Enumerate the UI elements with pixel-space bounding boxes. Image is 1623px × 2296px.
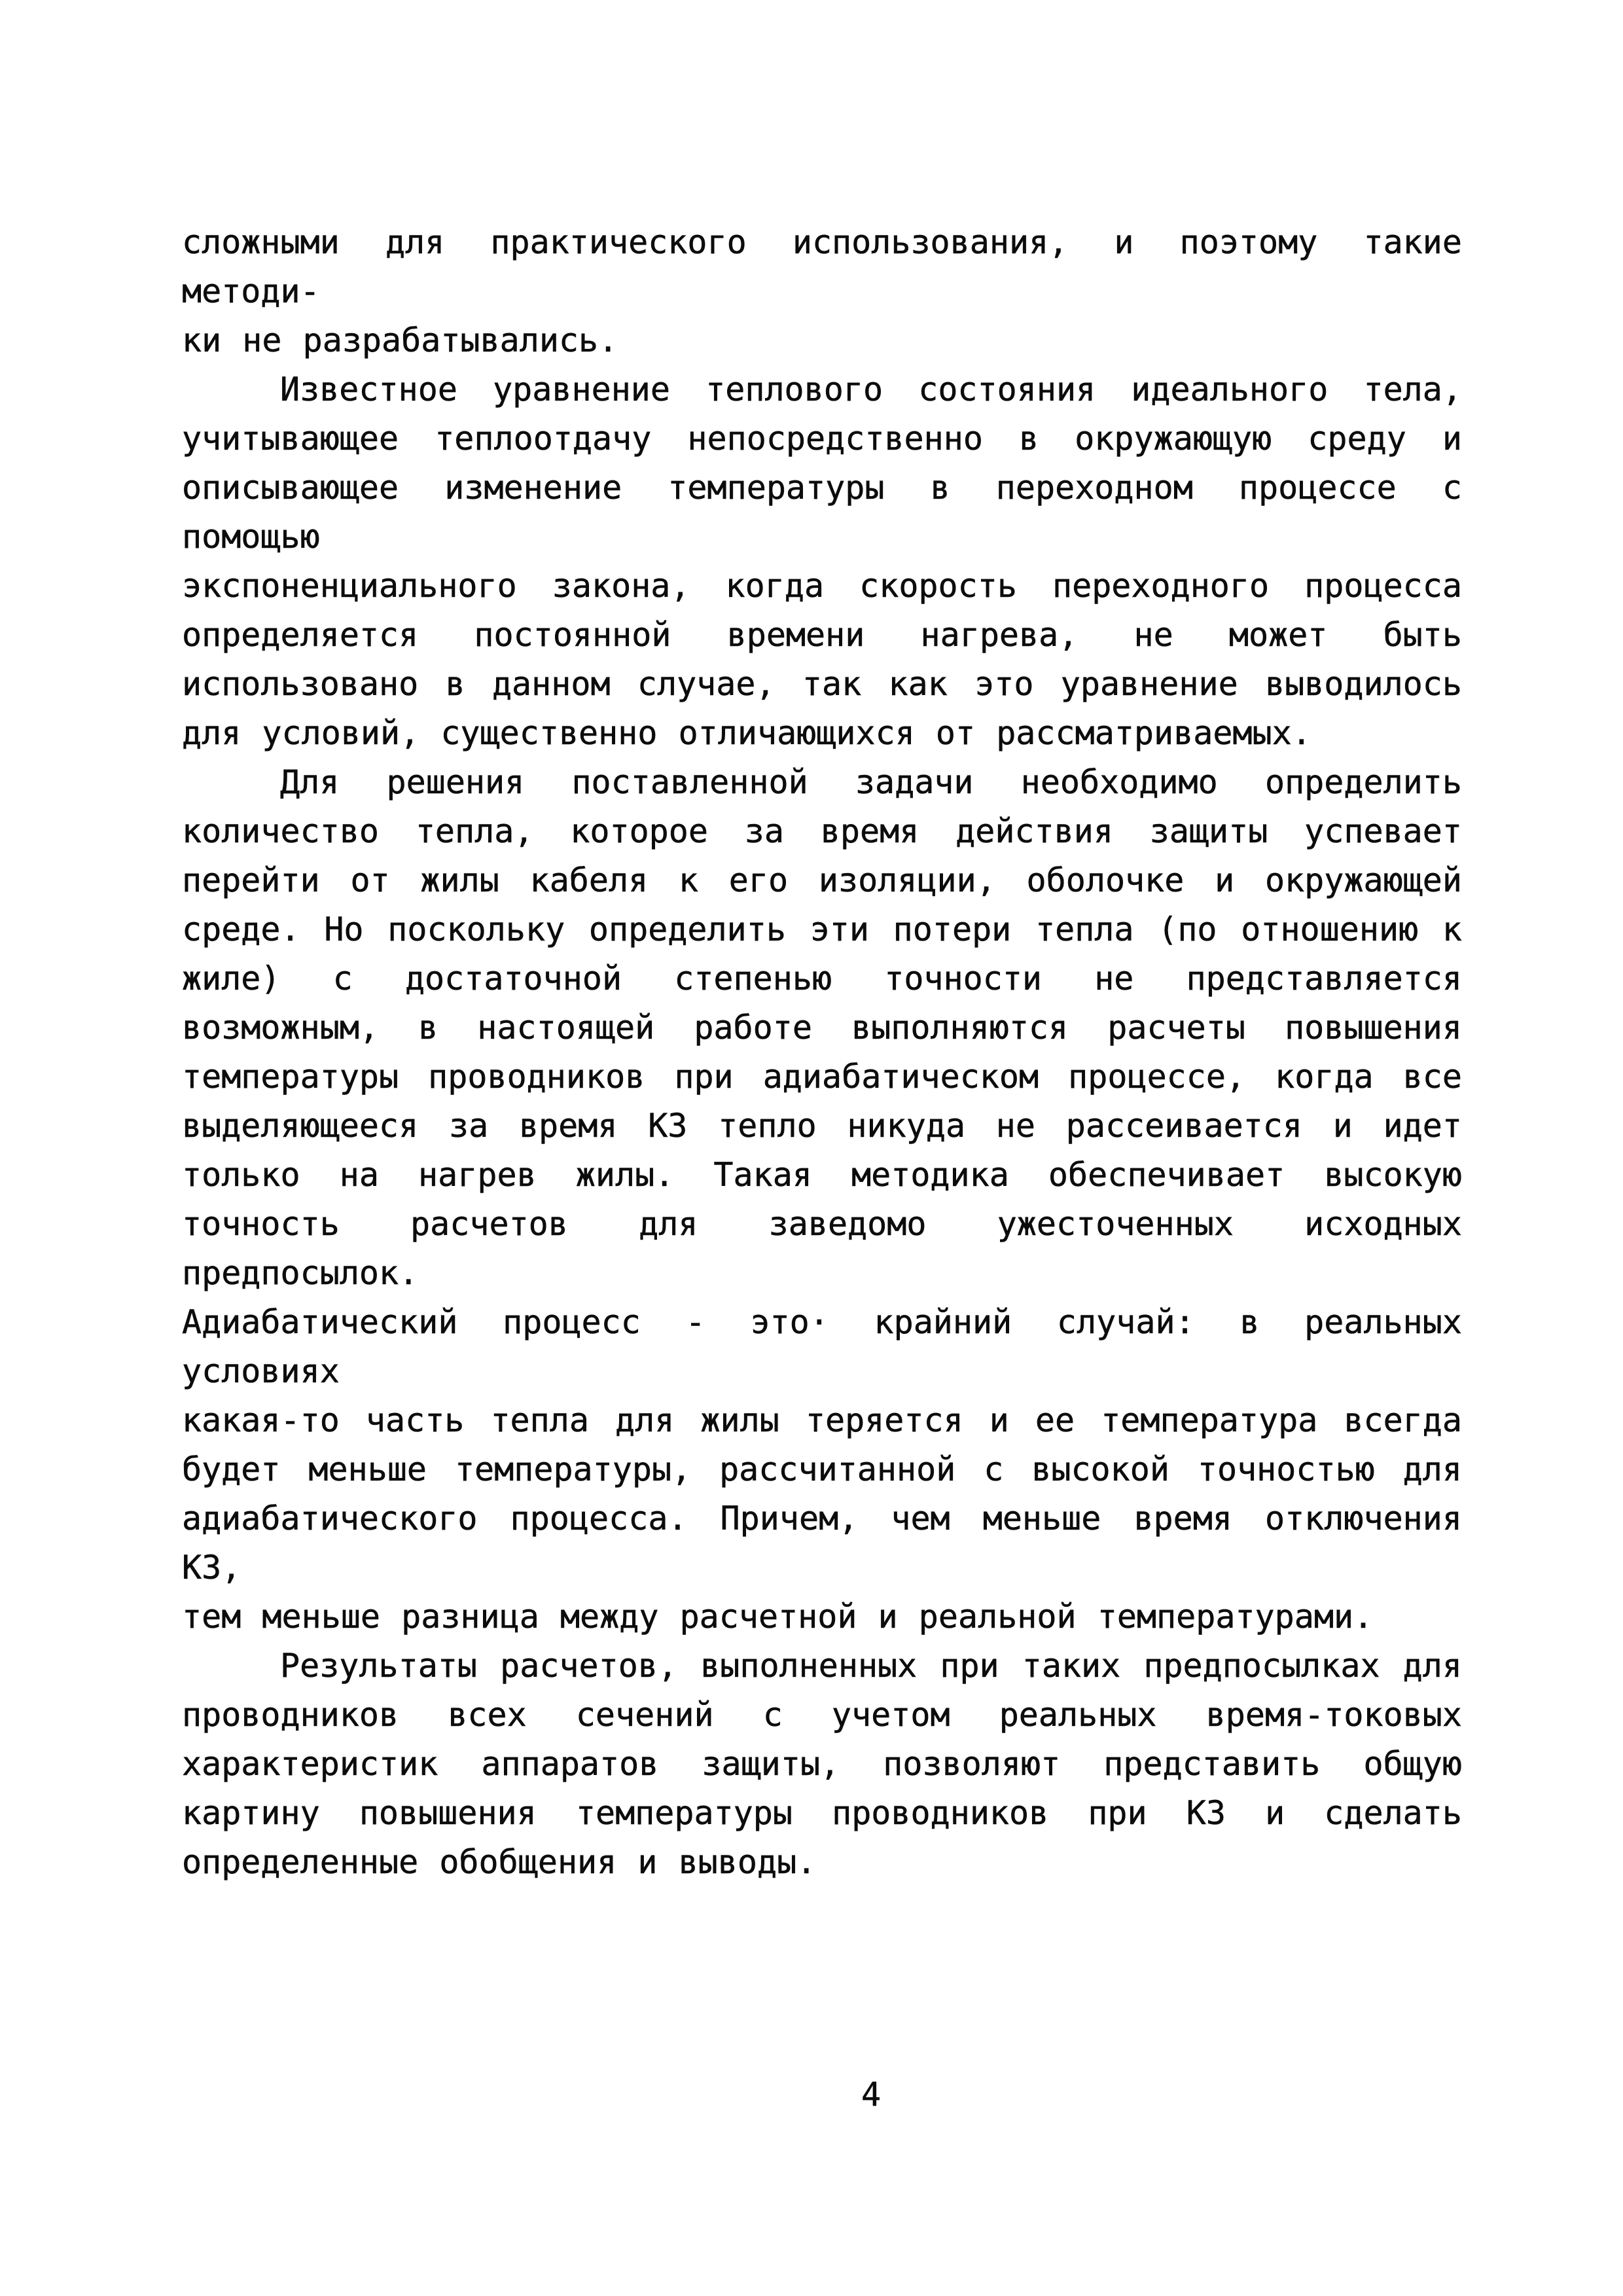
text-line: экспоненциального закона, когда скорость переходного процесса <box>182 567 1462 605</box>
page-body <box>182 218 1462 1887</box>
text-line: выделяющееся за время КЗ тепло никуда не рассеивается и идет <box>182 1107 1462 1145</box>
text-line: температуры проводников при адиабатическом процессе, когда все <box>182 1058 1462 1096</box>
text-line: проводников всех сечений с учетом реальных время-токовых <box>182 1696 1462 1734</box>
text-line: Известное уравнение теплового состояния идеального тела, <box>280 370 1462 408</box>
text-line: сложными для практического использования, и поэтому такие методи- <box>182 223 1462 310</box>
text-line: определенные обобщения и выводы. <box>182 1843 817 1881</box>
text-line: среде. Но поскольку определить эти потери тепла (по отношению к <box>182 910 1462 948</box>
text-line: Адиабатический процесс - это· крайний случай: в реальных условиях <box>182 1303 1462 1390</box>
text-line: ки не разрабатывались. <box>182 321 618 359</box>
text-line: точность расчетов для заведомо ужесточенных исходных предпосылок. <box>182 1205 1462 1292</box>
text-line: возможным, в настоящей работе выполняются расчеты повышения <box>182 1009 1462 1047</box>
text-line: картину повышения температуры проводников при КЗ и сделать <box>182 1794 1462 1832</box>
text-line: будет меньше температуры, рассчитанной с высокой точностью для <box>182 1450 1462 1488</box>
text-line: тем меньше разница между расчетной и реальной температурами. <box>182 1598 1374 1636</box>
text-line: Для решения поставленной задачи необходимо определить <box>280 763 1462 801</box>
page-number: 4 <box>861 2075 882 2113</box>
text-line: только на нагрев жилы. Такая методика обеспечивает высокую <box>182 1156 1462 1194</box>
text-line: для условий, существенно отличающихся от рассматриваемых. <box>182 714 1311 752</box>
text-line: жиле) с достаточной степенью точности не представляется <box>182 960 1462 997</box>
text-line: какая-то часть тепла для жилы теряется и ее температура всегда <box>182 1401 1462 1439</box>
text-line: использовано в данном случае, так как это уравнение выводилось <box>182 665 1462 703</box>
text-line: адиабатического процесса. Причем, чем меньше время отключения КЗ, <box>182 1499 1462 1587</box>
text-line: определяется постоянной времени нагрева, не может быть <box>182 616 1462 654</box>
text-line: перейти от жилы кабеля к его изоляции, оболочке и окружающей <box>182 861 1462 899</box>
text-line: Результаты расчетов, выполненных при таких предпосылках для <box>280 1647 1462 1685</box>
text-line: количество тепла, которое за время действия защиты успевает <box>182 812 1462 850</box>
text-line: характеристик аппаратов защиты, позволяют представить общую <box>182 1745 1462 1783</box>
text-line: учитывающее теплоотдачу непосредственно в окружающую среду и <box>182 420 1462 457</box>
text-line: описывающее изменение температуры в переходном процессе с помощью <box>182 469 1462 556</box>
